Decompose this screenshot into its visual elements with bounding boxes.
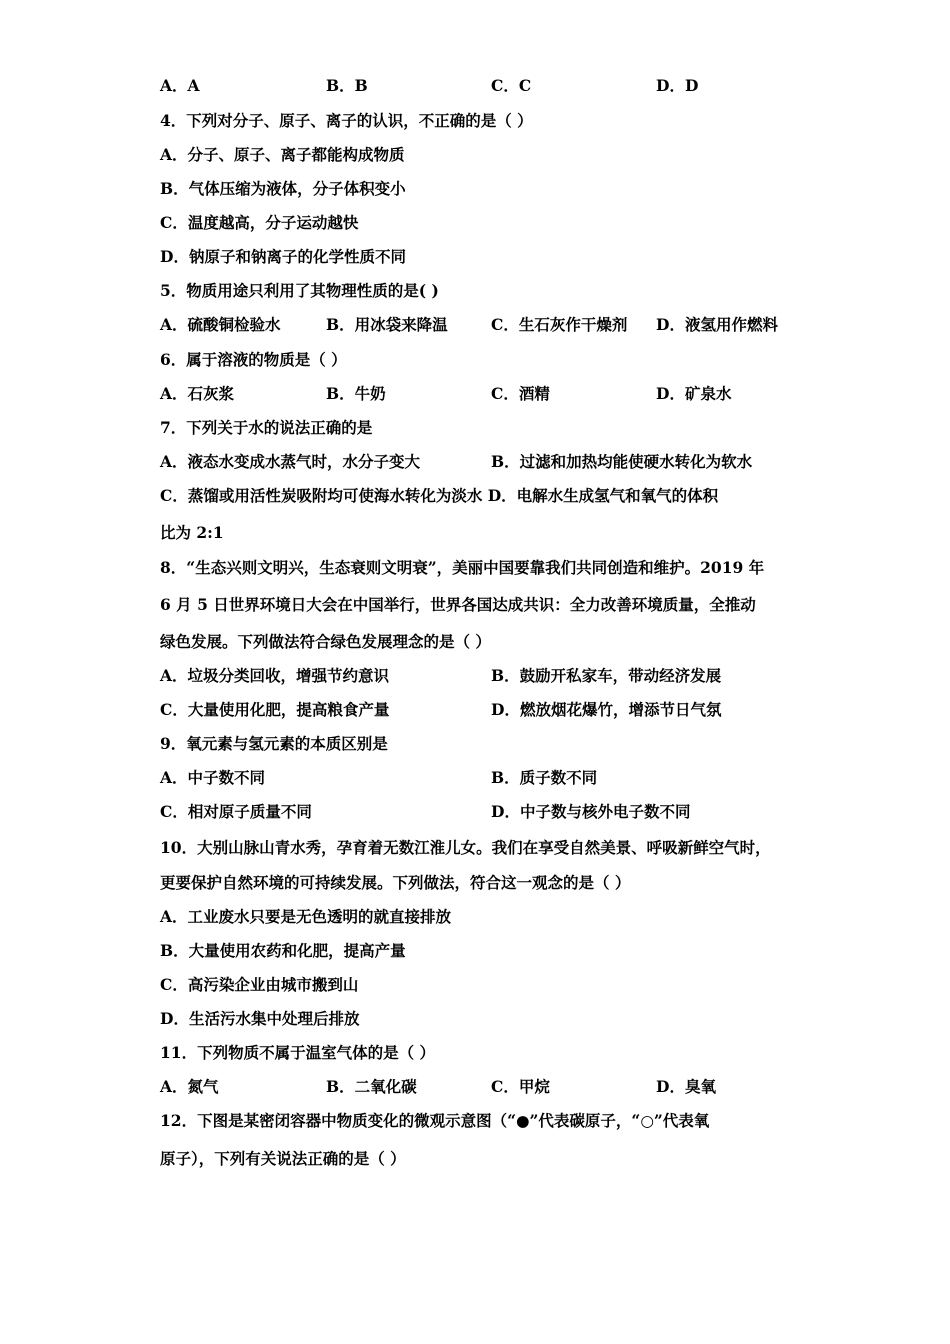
answer-option: B．二氧化碳 [326,1077,417,1096]
answer-option: A．A [160,76,200,95]
text-line: 比为 2:1 [160,523,224,542]
text-line: 10．大别山脉山青水秀，孕育着无数江淮儿女。我们在享受自然美景、呼吸新鲜空气时， [160,838,771,857]
answer-option: B．过滤和加热均能使硬水转化为软水 [491,452,753,471]
answer-option: A．液态水变成水蒸气时，水分子变大 [160,452,421,471]
answer-option: C．生石灰作干燥剂 [491,315,628,334]
text-line: A．分子、原子、离子都能构成物质 [160,145,405,164]
answer-option: A．硫酸铜检验水 [160,315,281,334]
answer-option: A．中子数不同 [160,768,266,787]
answer-option: C．甲烷 [491,1077,550,1096]
answer-option: C．酒精 [491,384,550,403]
text-line: 6 月 5 日世界环境日大会在中国举行，世界各国达成共识：全力改善环境质量，全推动 [160,595,756,614]
answer-option: B．B [326,76,368,95]
text-line: 5．物质用途只利用了其物理性质的是( ) [160,281,439,300]
answer-option: D．臭氧 [656,1077,716,1096]
text-line: B．大量使用农药和化肥，提高产量 [160,941,406,960]
text-line: 原子），下列有关说法正确的是（ ） [160,1149,406,1168]
text-line: D．钠原子和钠离子的化学性质不同 [160,247,406,266]
text-line: 9．氧元素与氢元素的本质区别是 [160,734,388,753]
answer-option: B．质子数不同 [491,768,598,787]
answer-option: B．牛奶 [326,384,386,403]
text-line: 更要保护自然环境的可持续发展。下列做法，符合这一观念的是（ ） [160,873,631,892]
answer-option: D．液氢用作燃料 [656,315,778,334]
text-line: 7．下列关于水的说法正确的是 [160,418,373,437]
text-line: 6．属于溶液的物质是（ ） [160,350,347,369]
answer-option: B．鼓励开私家车，带动经济发展 [491,666,722,685]
text-line: B．气体压缩为液体，分子体积变小 [160,179,406,198]
text-line: 12．下图是某密闭容器中物质变化的微观示意图（“●”代表碳原子，“○”代表氧 [160,1111,710,1130]
answer-option: D．燃放烟花爆竹，增添节日气氛 [491,700,722,719]
answer-option: C．大量使用化肥，提高粮食产量 [160,700,390,719]
answer-option: D．矿泉水 [656,384,732,403]
answer-option: A．石灰浆 [160,384,235,403]
text-line: C．高污染企业由城市搬到山 [160,975,359,994]
text-line: D．生活污水集中处理后排放 [160,1009,360,1028]
answer-option: D．D [656,76,699,95]
answer-option: C．C [491,76,532,95]
text-line: 8．“生态兴则文明兴，生态衰则文明衰”，美丽中国要靠我们共同创造和维护。2019 年 [160,558,765,577]
text-line: 绿色发展。下列做法符合绿色发展理念的是（ ） [160,632,491,651]
answer-option: C．相对原子质量不同 [160,802,312,821]
answer-option: A．氮气 [160,1077,219,1096]
answer-option: D．中子数与核外电子数不同 [491,802,691,821]
text-line: 4．下列对分子、原子、离子的认识，不正确的是（ ） [160,111,533,130]
text-line: C．蒸馏或用活性炭吸附均可使海水转化为淡水 D．电解水生成氢气和氧气的体积 [160,486,719,505]
text-line: 11．下列物质不属于温室气体的是（ ） [160,1043,435,1062]
text-line: A．工业废水只要是无色透明的就直接排放 [160,907,452,926]
text-line: C．温度越高，分子运动越快 [160,213,359,232]
answer-option: B．用冰袋来降温 [326,315,448,334]
answer-option: A．垃圾分类回收，增强节约意识 [160,666,390,685]
